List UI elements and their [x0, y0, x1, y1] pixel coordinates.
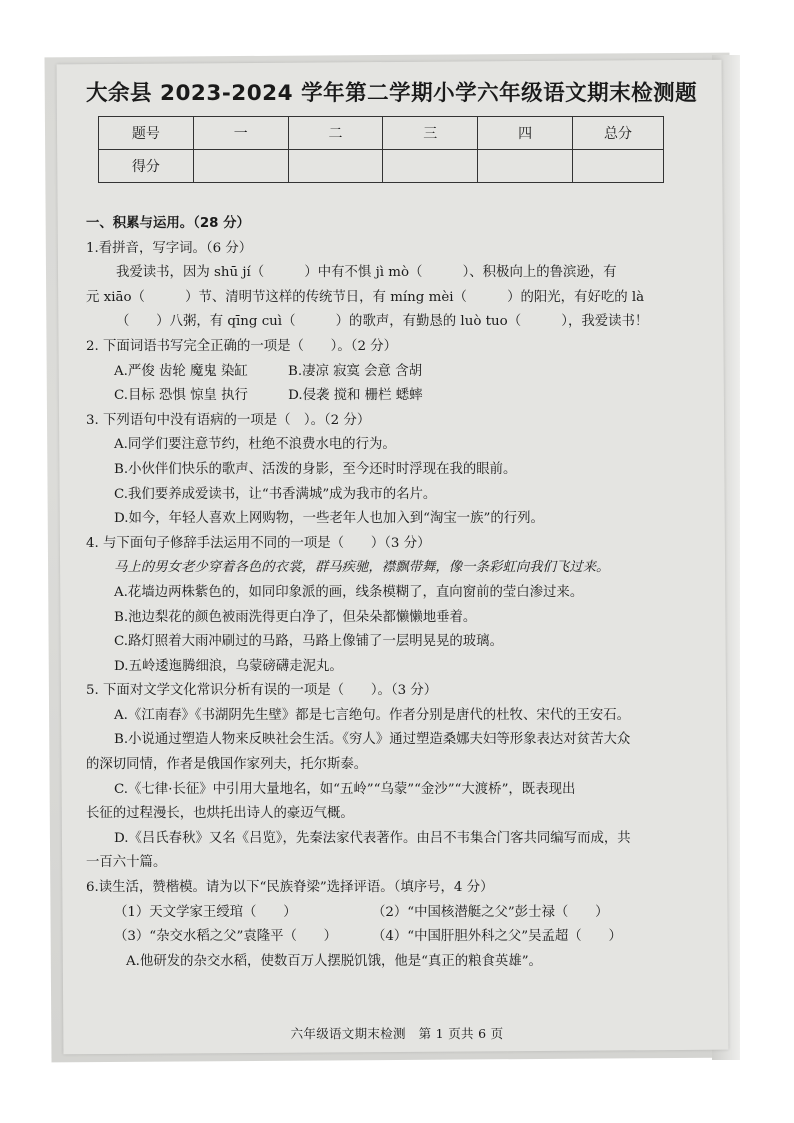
score-table-header-row [99, 117, 664, 150]
question-line: A.花墙边两株紫色的，如同印象派的画，线条模糊了，直向窗前的莹白渗过来。 [114, 584, 584, 600]
page-footer: 六年级语文期末检测 第 1 页共 6 页 [290, 1026, 504, 1041]
question-line: D.五岭逶迤腾细浪，乌蒙磅礴走泥丸。 [114, 658, 343, 674]
score-cell: 二 [288, 117, 383, 150]
score-table-score-row [99, 150, 664, 183]
question-line: 5. 下面对文学文化常识分析有误的一项是（ ）。（3 分） [86, 683, 438, 699]
exam-content [86, 212, 698, 974]
q6-row-2 [86, 925, 698, 950]
q6-item: （3）“杂交水稻之父”袁隆平（ ） [114, 929, 338, 945]
exam-title: 大余县 2023-2024 学年第二学期小学六年级语文期末检测题 [86, 81, 698, 106]
q6-option-a: A.他研发的杂交水稻，使数百万人摆脱饥饿，他是“真正的粮食英雄”。 [126, 953, 542, 969]
question-line: B.小伙伴们快乐的歌声、活泼的身影，至今还时时浮现在我的眼前。 [114, 461, 517, 477]
question-line: 一百六十篇。 [86, 855, 167, 871]
score-row-label: 得分 [99, 150, 194, 183]
question-line: B.小说通过塑造人物来反映社会生活。《穷人》通过塑造桑娜夫妇等形象表达对贫苦大众 [114, 732, 631, 748]
score-blank-cell [288, 150, 383, 183]
question-line: 马上的男女老少穿着各色的衣裳，群马疾驰，襟飘带舞，像一条彩虹向我们飞过来。 [114, 560, 610, 576]
score-cell: 总分 [572, 117, 663, 150]
question-line: 我爱读书，因为 shū jí（ ）中有不惧 jì mò（ ）、积极向上的鲁滨逊，有 [116, 265, 617, 281]
question-line: 长征的过程漫长，也烘托出诗人的豪迈气概。 [86, 806, 354, 822]
question-line: 4. 与下面句子修辞手法运用不同的一项是（ ）（3 分） [86, 535, 431, 551]
question-line: 2. 下面词语书写完全正确的一项是（ ）。（2 分） [86, 338, 398, 354]
score-cell: 题号 [99, 117, 194, 150]
score-blank-cell [193, 150, 288, 183]
question-line: A.同学们要注意节约，杜绝不浪费水电的行为。 [114, 437, 396, 453]
question-line: A.严俊 齿轮 魔鬼 染缸 B.凄凉 寂寞 会意 含胡 [114, 363, 422, 379]
question-lines [86, 212, 698, 901]
question-line: D.如今，年轻人喜欢上网购物，一些老年人也加入到“淘宝一族”的行列。 [114, 511, 544, 527]
question-line: 的深切同情，作者是俄国作家列夫，托尔斯泰。 [86, 757, 368, 773]
question-line: 6.读生活，赞楷模。请为以下“民族脊梁”选择评语。（填序号，4 分） [86, 880, 494, 896]
q6-item: （2）“中国核潜艇之父”彭士禄（ ） [372, 904, 609, 920]
q6-row-1 [86, 901, 698, 926]
question-line: B.池边梨花的颜色被雨洗得更白净了，但朵朵都懒懒地垂着。 [114, 609, 477, 625]
score-cell: 三 [383, 117, 478, 150]
question-line: C.目标 恐惧 惊皇 执行 D.侵袭 搅和 栅栏 蟋蟀 [114, 388, 423, 404]
question-line: 3. 下列语句中没有语病的一项是（ ）。（2 分） [86, 412, 371, 428]
question-line: C.路灯照着大雨冲刷过的马路，马路上像铺了一层明晃晃的玻璃。 [114, 634, 503, 650]
q6-item: （1）天文学家王绶琯（ ） [114, 904, 297, 920]
question-line: C.我们要养成爱读书，让“书香满城”成为我市的名片。 [114, 486, 437, 502]
question-line: A.《江南春》《书湖阴先生壁》都是七言绝句。作者分别是唐代的杜牧、宋代的王安石。 [114, 707, 631, 723]
question-line: （ ）八粥，有 qīng cuì（ ）的歌声，有勤恳的 luò tuo（ ），我爱读书！ [116, 314, 649, 330]
score-cell: 一 [193, 117, 288, 150]
question-line: D.《吕氏春秋》又名《吕览》，先秦法家代表著作。由吕不韦集合门客共同编写而成，共 [114, 830, 631, 846]
section-heading: 一、积累与运用。（28 分） [86, 216, 250, 231]
score-table [98, 116, 664, 183]
score-blank-cell [478, 150, 573, 183]
question-line: 元 xiāo（ ）节、清明节这样的传统节日，有 míng mèi（ ）的阳光，有好吃的 là [86, 289, 645, 305]
question-line: 1.看拼音，写字词。（6 分） [86, 240, 253, 256]
question-line: C.《七律·长征》中引用大量地名，如“五岭”“乌蒙”“金沙”“大渡桥”，既表现出 [114, 781, 576, 797]
q6-item: （4）“中国肝胆外科之父”吴孟超（ ） [372, 929, 622, 945]
score-blank-cell [572, 150, 663, 183]
score-blank-cell [383, 150, 478, 183]
score-cell: 四 [478, 117, 573, 150]
